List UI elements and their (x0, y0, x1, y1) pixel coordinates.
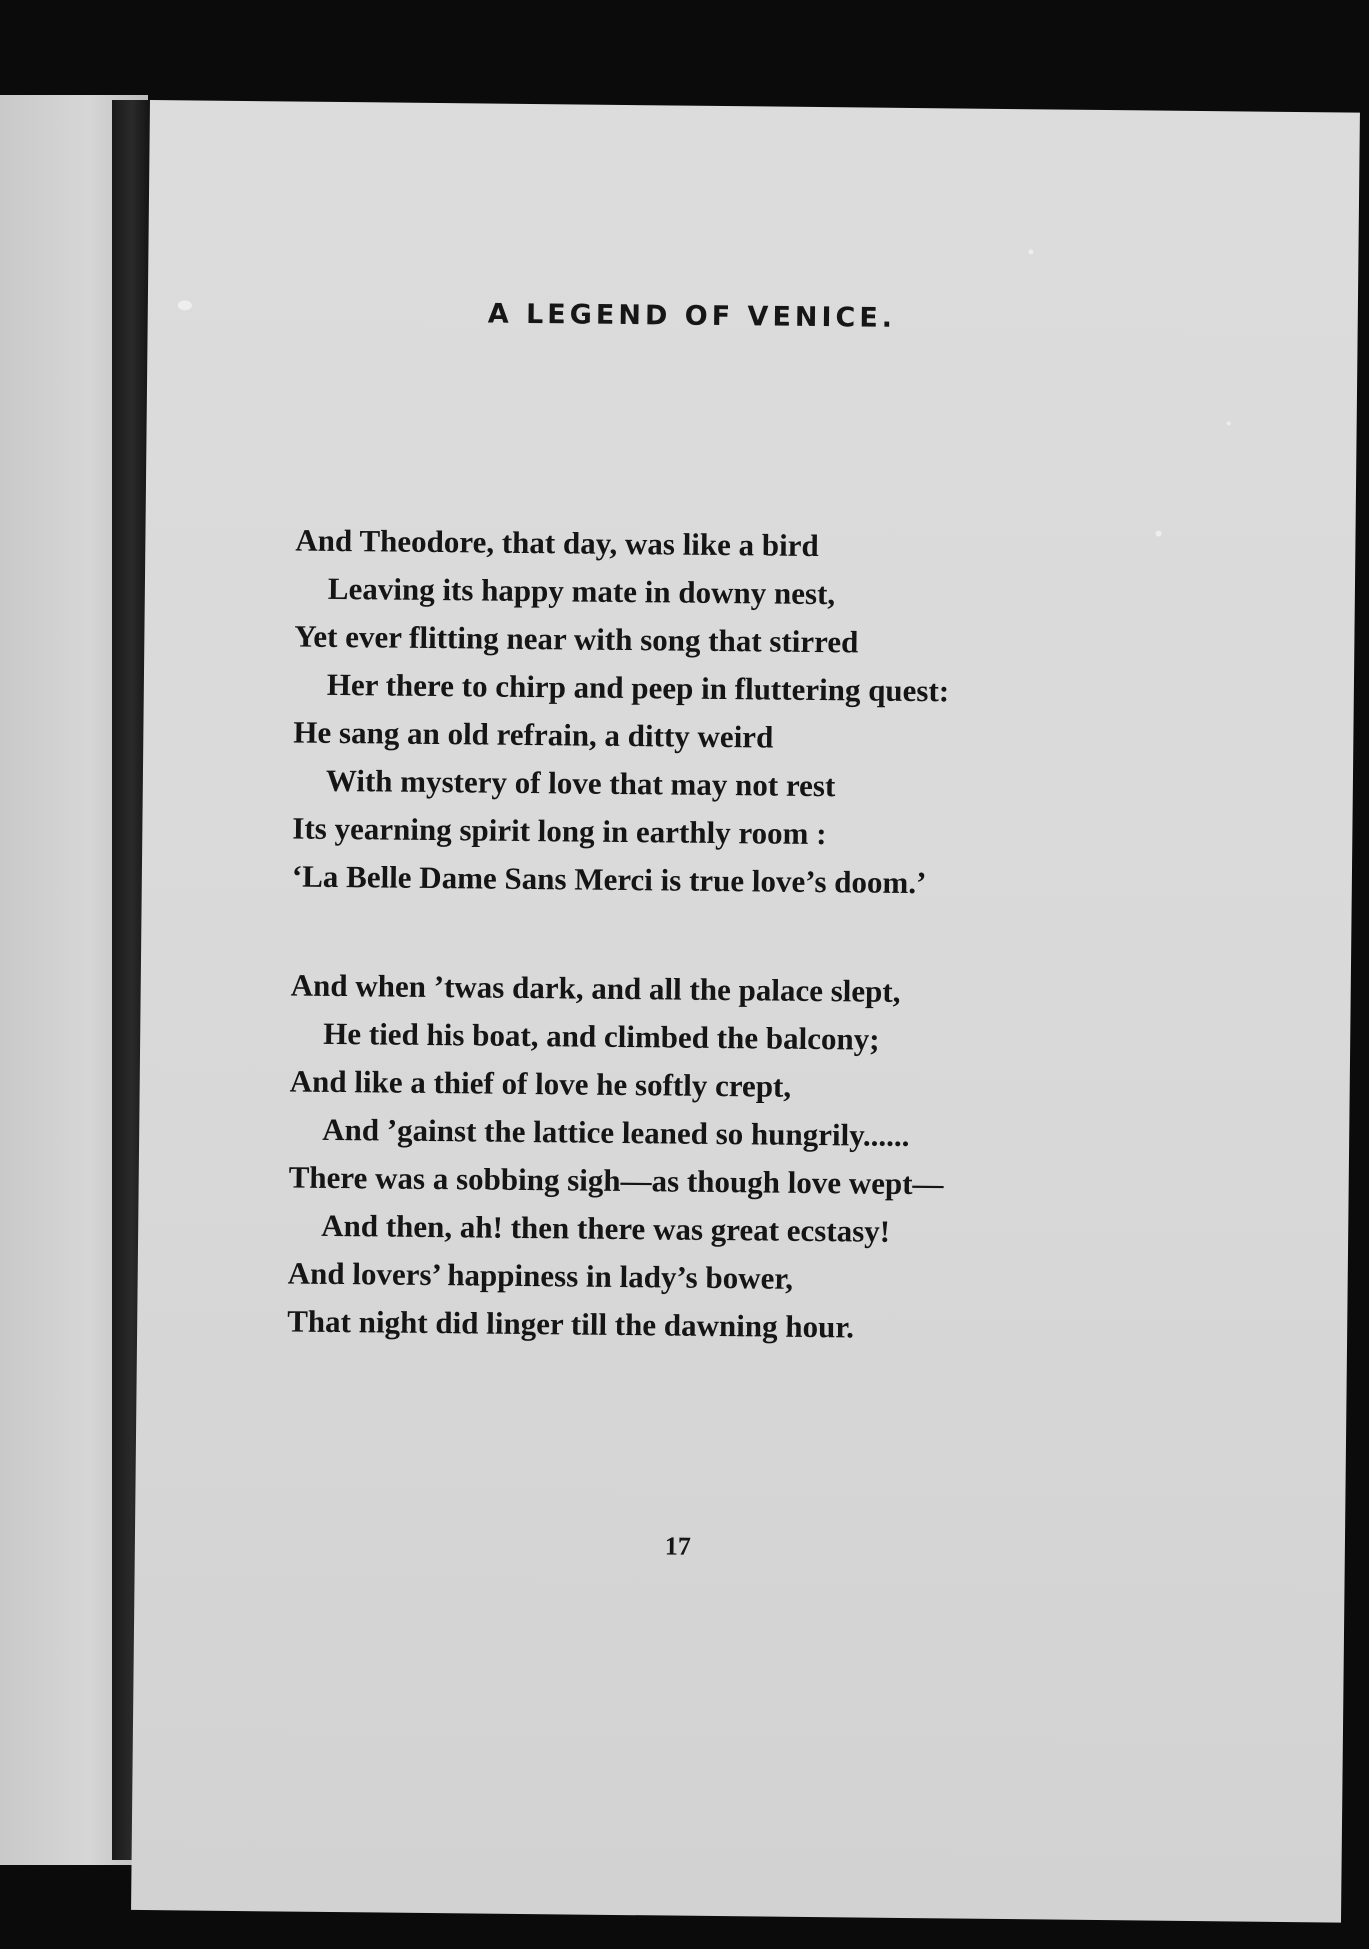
poem-line: Her there to chirp and peep in fluttering quest: (326, 666, 950, 709)
poem-line: He sang an old refrain, a ditty weird (293, 714, 774, 755)
book-page (131, 100, 1360, 1923)
poem-line: ‘La Belle Dame Sans Merci is true love’s doom.’ (291, 858, 927, 901)
poem-line: With mystery of love that may not rest (325, 762, 836, 804)
poem-line: Yet ever flitting near with song that stirred (294, 618, 859, 660)
page-number: 17 (664, 1531, 692, 1561)
stanza-1 (292, 517, 1196, 910)
paper-speck (1227, 421, 1231, 425)
poem-line: He tied his boat, and climbed the balcony; (323, 1015, 880, 1057)
page-title: A LEGEND OF VENICE. (487, 298, 897, 334)
poem-line: Its yearning spirit long in earthly room : (292, 810, 827, 852)
poem-line: That night did linger till the dawning hour. (287, 1303, 855, 1345)
stanza-2 (287, 962, 1191, 1355)
poem-line: And Theodore, that day, was like a bird (295, 522, 819, 564)
poem-line: There was a sobbing sigh—as though love wept— (288, 1159, 944, 1202)
poem-line: And ’gainst the lattice leaned so hungrily...... (322, 1111, 910, 1154)
poem-line: And then, ah! then there was great ecstasy! (321, 1207, 891, 1249)
poem-line: Leaving its happy mate in downy nest, (327, 570, 836, 612)
poem-line: And lovers’ happiness in lady’s bower, (287, 1255, 794, 1296)
poem-line: And like a thief of love he softly crept, (289, 1063, 792, 1104)
paper-speck (1028, 249, 1033, 254)
paper-speck (178, 300, 192, 310)
poem-line: And when ’twas dark, and all the palace slept, (290, 967, 901, 1009)
